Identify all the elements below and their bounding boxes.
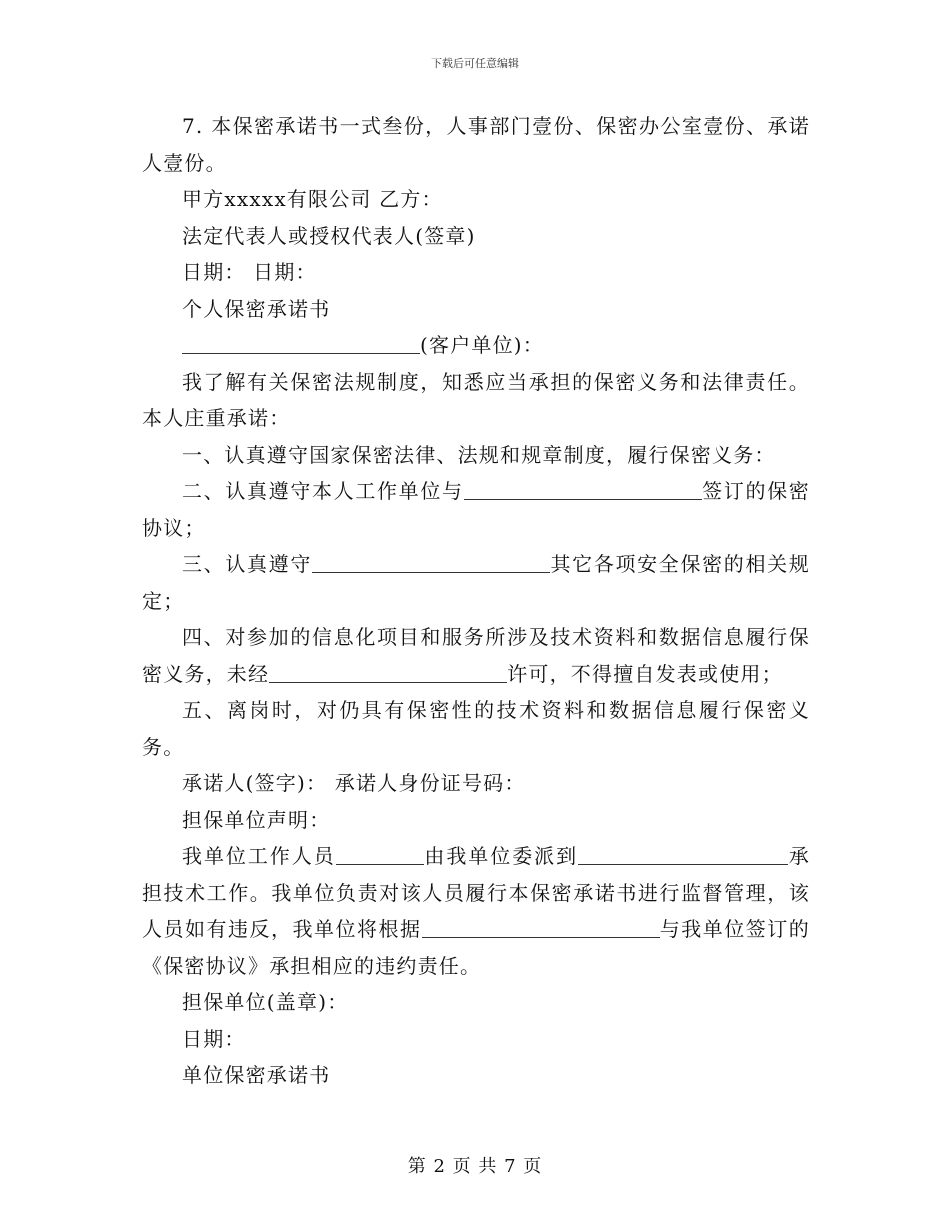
paragraph-guarantor-seal: 担保单位(盖章)： bbox=[182, 990, 349, 1014]
pledge-item-2-blank bbox=[464, 477, 702, 500]
paragraph-guarantor-date: 日期： bbox=[182, 1026, 246, 1051]
paragraph-copies: 7. 本保密承诺书一式叁份，人事部门壹份、保密办公室壹份、承诺人壹份。 bbox=[142, 114, 810, 175]
pledge-item-4 bbox=[142, 619, 810, 692]
paragraph-representative: 法定代表人或授权代表人(签章) bbox=[182, 223, 476, 248]
paragraph-parties: 甲方xxxxx有限公司 乙方： bbox=[182, 187, 443, 211]
guarantor-text-a: 我单位工作人员 bbox=[182, 844, 336, 868]
pledge-item-2 bbox=[142, 473, 810, 546]
client-unit-blank bbox=[182, 331, 420, 354]
assigned-unit-blank-continued bbox=[772, 842, 788, 865]
pledge-item-3-text-a: 三、认真遵守 bbox=[182, 552, 312, 576]
paragraph-guarantor-heading: 担保单位声明： bbox=[182, 807, 331, 832]
assigned-unit-blank bbox=[578, 842, 772, 865]
pledge-item-2-text-a: 二、认真遵守本人工作单位与 bbox=[182, 479, 464, 503]
page-number: 第 2 页 共 7 页 bbox=[407, 1156, 543, 1177]
guarantor-text-b: 由我单位委派到 bbox=[423, 844, 579, 868]
pledge-item-3-blank bbox=[312, 550, 550, 573]
section-title-personal-pledge: 个人保密承诺书 bbox=[182, 296, 331, 321]
staff-name-blank bbox=[336, 842, 424, 865]
pledge-item-2-text-b: 签订的保密协议； bbox=[142, 479, 811, 540]
basis-blank bbox=[422, 915, 660, 938]
pledge-item-3 bbox=[142, 546, 810, 619]
paragraph-client-unit bbox=[142, 327, 810, 364]
paragraph-dates: 日期： 日期： bbox=[182, 260, 317, 284]
pledge-item-4-text-a: 四、对参加的信息化项目和服务所涉及技术资料和数据信息履行保密义务，未经 bbox=[142, 625, 810, 686]
download-note: 下载后可任意编辑 bbox=[431, 57, 519, 70]
guarantor-text-d: 与我单位签订的《保密协议》承担相应的违约责任。 bbox=[142, 917, 810, 978]
pledge-item-3-text-b: 其它各项安全保密的相关规定； bbox=[142, 552, 810, 613]
document-body bbox=[142, 108, 810, 1094]
section-title-unit-pledge: 单位保密承诺书 bbox=[182, 1063, 331, 1087]
client-unit-label: (客户单位)： bbox=[420, 333, 545, 357]
paragraph-acknowledgement: 我了解有关保密法规制度，知悉应当承担的保密义务和法律责任。本人庄重承诺： bbox=[142, 369, 810, 430]
paragraph-signature: 承诺人(签字)： 承诺人身份证号码： bbox=[182, 771, 526, 795]
pledge-item-1: 一、认真遵守国家保密法律、法规和规章制度，履行保密义务： bbox=[182, 442, 776, 467]
pledge-item-4-text-b: 许可，不得擅自发表或使用； bbox=[507, 661, 783, 686]
pledge-item-4-blank bbox=[269, 660, 507, 683]
paragraph-guarantor-statement bbox=[142, 838, 810, 984]
pledge-item-5: 五、离岗时，对仍具有保密性的技术资料和数据信息履行保密义务。 bbox=[142, 698, 810, 759]
guarantor-text-c: 承担技术工作。我单位负责对该人员履行本保密承诺书进行监督管理，该人员如有违反，我单位将根据 bbox=[142, 844, 811, 941]
